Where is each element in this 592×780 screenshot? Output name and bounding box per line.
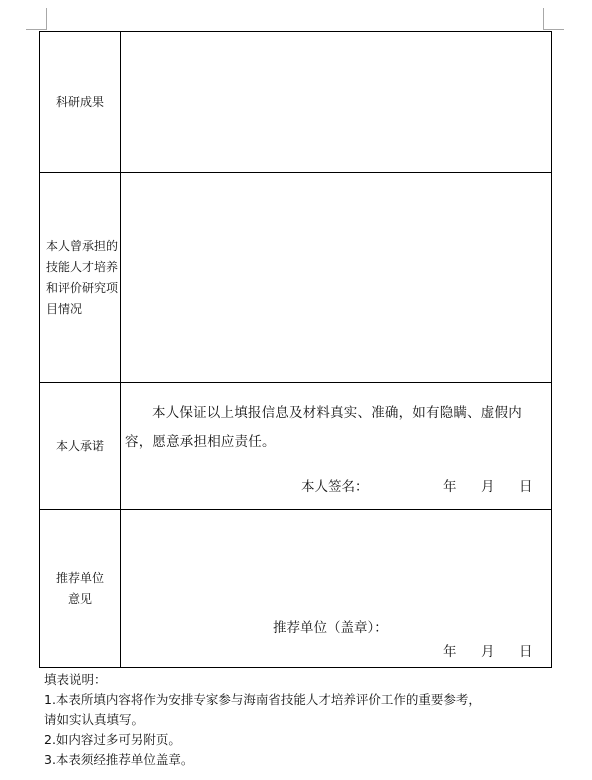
instruction-item: 2.如内容过多可另附页。 <box>44 732 181 747</box>
recommendation-cell[interactable] <box>121 510 552 668</box>
crop-mark-top-left-horizontal <box>26 29 47 30</box>
row-recommendation <box>40 510 552 668</box>
instruction-item: 1.本表所填内容将作为安排专家参与海南省技能人才培养评价工作的重要参考， <box>44 692 481 707</box>
rec-day-label: 日 <box>519 644 533 660</box>
label-recommendation-line2: 意见 <box>67 591 92 606</box>
crop-mark-top-left-vertical <box>46 8 47 30</box>
instruction-item: 请如实认真填写。 <box>44 712 145 727</box>
crop-mark-top-right-vertical <box>543 8 544 30</box>
label-research-achievements: 科研成果 <box>40 32 121 173</box>
pledge-year-label: 年 <box>443 479 457 495</box>
rec-month-label: 月 <box>481 644 495 660</box>
pledge-date <box>443 475 533 495</box>
label-recommendation-line1: 推荐单位 <box>55 570 104 585</box>
signature-label: 本人签名： <box>301 479 369 495</box>
recommending-unit-label: 推荐单位（盖章）： <box>273 620 388 636</box>
pledge-statement: 本人保证以上填报信息及材料真实、准确，如有隐瞒、虚假内容，愿意承担相应责任。 <box>125 405 522 450</box>
instructions-title: 填表说明： <box>44 672 107 687</box>
label-personal-pledge: 本人承诺 <box>40 383 121 510</box>
pledge-day-label: 日 <box>519 479 533 495</box>
pledge-month-label: 月 <box>481 479 495 495</box>
crop-mark-top-right-horizontal <box>543 29 564 30</box>
expert-form-table <box>39 31 552 668</box>
instruction-item: 3.本表须经推荐单位盖章。 <box>44 752 194 767</box>
filling-instructions <box>44 670 556 770</box>
research-projects-field[interactable] <box>121 173 552 383</box>
label-recommendation <box>40 510 121 668</box>
row-research-achievements <box>40 32 552 173</box>
recommendation-date <box>443 640 533 660</box>
label-research-projects: 本人曾承担的技能人才培养和评价研究项目情况 <box>40 173 121 383</box>
rec-year-label: 年 <box>443 644 457 660</box>
personal-pledge-cell <box>121 383 552 510</box>
row-research-projects <box>40 173 552 383</box>
row-personal-pledge <box>40 383 552 510</box>
research-achievements-field[interactable] <box>121 32 552 173</box>
